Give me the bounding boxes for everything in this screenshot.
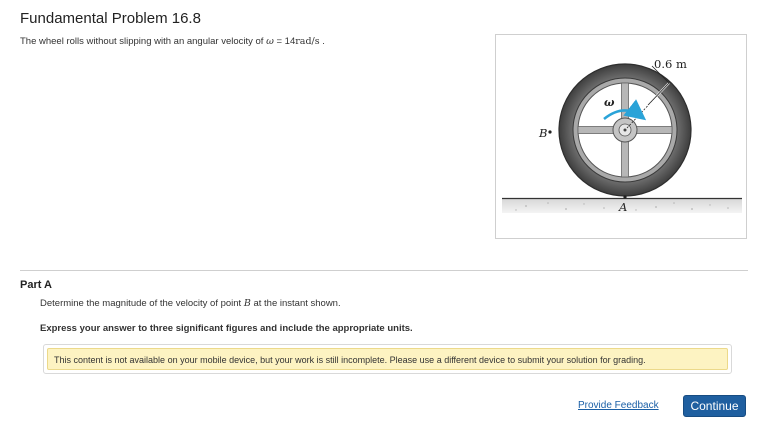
problem-statement (20, 36, 325, 47)
section-divider (20, 270, 748, 271)
statement-prefix: The wheel rolls without slipping with an angular velocity of (20, 36, 267, 47)
point-b-label: B (539, 126, 548, 140)
center-point (624, 129, 627, 132)
omega-unit: rad/s (295, 36, 320, 47)
part-label: Part A (20, 279, 52, 291)
continue-button[interactable]: Continue (683, 395, 746, 417)
question-prefix: Determine the magnitude of the velocity of point (40, 298, 244, 309)
radius-label: 0.6 m (654, 57, 687, 71)
omega-value: 14 (284, 36, 296, 47)
wheel-figure (495, 34, 747, 239)
statement-suffix: . (319, 36, 325, 47)
problem-title: Fundamental Problem 16.8 (20, 10, 201, 27)
point-a-marker (623, 195, 626, 198)
mobile-notice-box (43, 344, 732, 374)
point-b-marker (548, 130, 551, 133)
point-a-label: A (619, 200, 628, 214)
part-question (40, 298, 341, 309)
question-point: B (243, 298, 251, 309)
omega-symbol: ω (266, 36, 274, 47)
wheel-diagram (496, 35, 748, 240)
provide-feedback-link[interactable]: Provide Feedback (578, 400, 659, 411)
question-suffix: at the instant shown. (250, 298, 341, 309)
statement-equals: = (273, 36, 285, 47)
mobile-notice-text: This content is not available on your mobile device, but your work is still incomplete. Please use a different device to submit your solution for grading. (47, 348, 728, 370)
omega-label: ω (604, 96, 615, 109)
answer-instruction: Express your answer to three significant figures and include the appropriate units. (40, 323, 413, 334)
